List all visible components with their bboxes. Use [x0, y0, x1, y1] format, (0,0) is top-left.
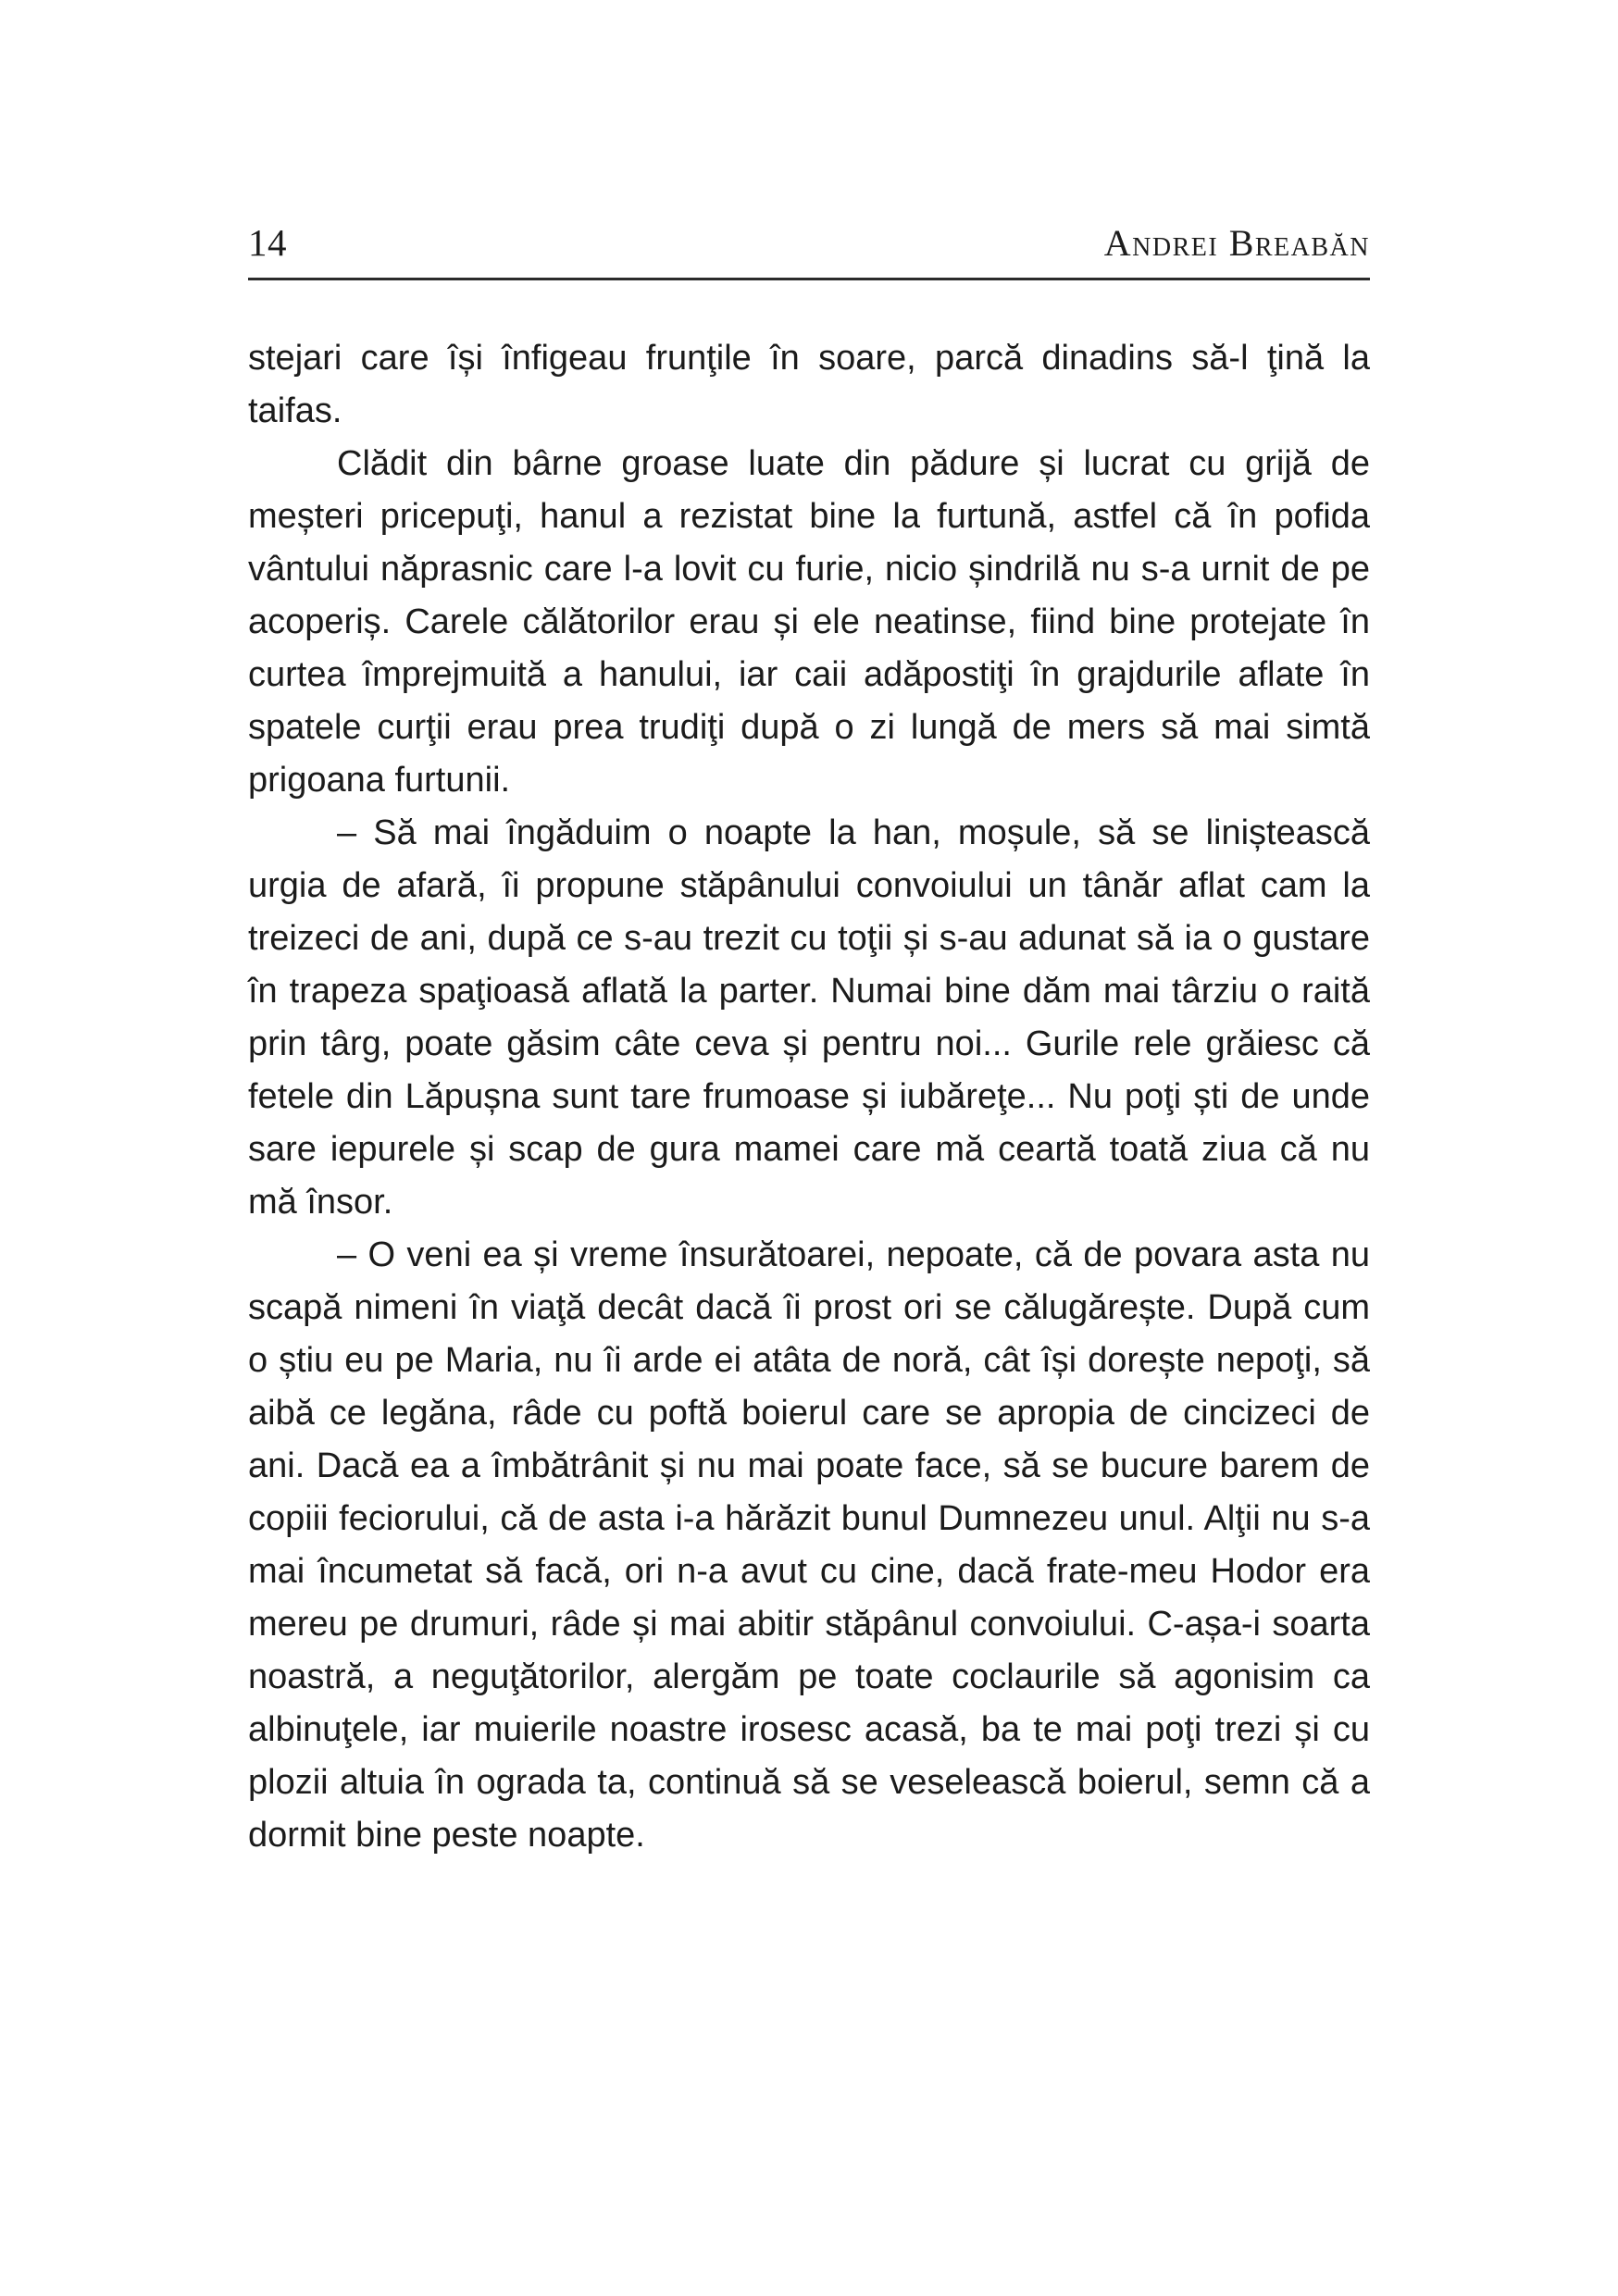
page-number: 14	[248, 221, 287, 264]
running-header-author: Andrei Breabăn	[1103, 222, 1370, 264]
header-rule	[248, 278, 1370, 280]
paragraph-continuation: stejari care își înfigeau frunţile în soare, parcă dinadins să-l ţină la taifas.	[248, 339, 1370, 430]
paragraph-dialogue: – O veni ea și vreme însurătoarei, nepoate, că de povara asta nu scapă nimeni în viaţă decât dacă îi prost ori se călugărește. După cum o știu eu pe Maria, nu îi arde ei atâta de noră, cât își dorește nepoţi, să aibă ce legăna, râde cu poftă boierul care se apropia de cincizeci de ani. Dacă ea a îmbătrânit și nu mai poate face, să se bucure barem de copiii feciorului, că de asta i-a hărăzit bunul Dumnezeu unul. Alţii nu s-a mai încumetat să facă, ori n-a avut cu cine, dacă frate-meu Hodor era mereu pe drumuri, râde și mai abitir stăpânul convoiului. C-așa-i soarta noastră, a neguţătorilor, alergăm pe toate coclaurile să agonisim ca albinuţele, iar muierile noastre irosesc acasă, ba te mai poţi trezi și cu plozii altuia în ograda ta, continuă să se veselească boierul, semn că a dormit bine peste noapte.	[248, 1235, 1370, 1855]
page-header	[248, 220, 1370, 278]
paragraph: Clădit din bârne groase luate din pădure și lucrat cu grijă de meșteri pricepuţi, hanul a rezistat bine la furtună, astfel că în pofida vântului năprasnic care l-a lovit cu furie, nicio șindrilă nu s-a urnit de pe acoperiș. Carele călătorilor erau și ele neatinse, fiind bine protejate în curtea împrejmuită a hanului, iar caii adăpostiţi în grajdurile aflate în spatele curţii erau prea trudiţi după o zi lungă de mers să mai simtă prigoana furtunii.	[248, 444, 1370, 800]
paragraph-dialogue: – Să mai îngăduim o noapte la han, moșule, să se liniștească urgia de afară, îi propune stăpânului convoiului un tânăr aflat cam la treizeci de ani, după ce s-au trezit cu toţii și s-au adunat să ia o gustare în trapeza spaţioasă aflată la parter. Numai bine dăm mai târziu o raită prin târg, poate găsim câte ceva și pentru noi... Gurile rele grăiesc că fetele din Lăpușna sunt tare frumoase și iubăreţe... Nu poţi ști de unde sare iepurele și scap de gura mamei care mă ceartă toată ziua că nu mă însor.	[248, 813, 1370, 1222]
page-body	[248, 332, 1370, 1862]
